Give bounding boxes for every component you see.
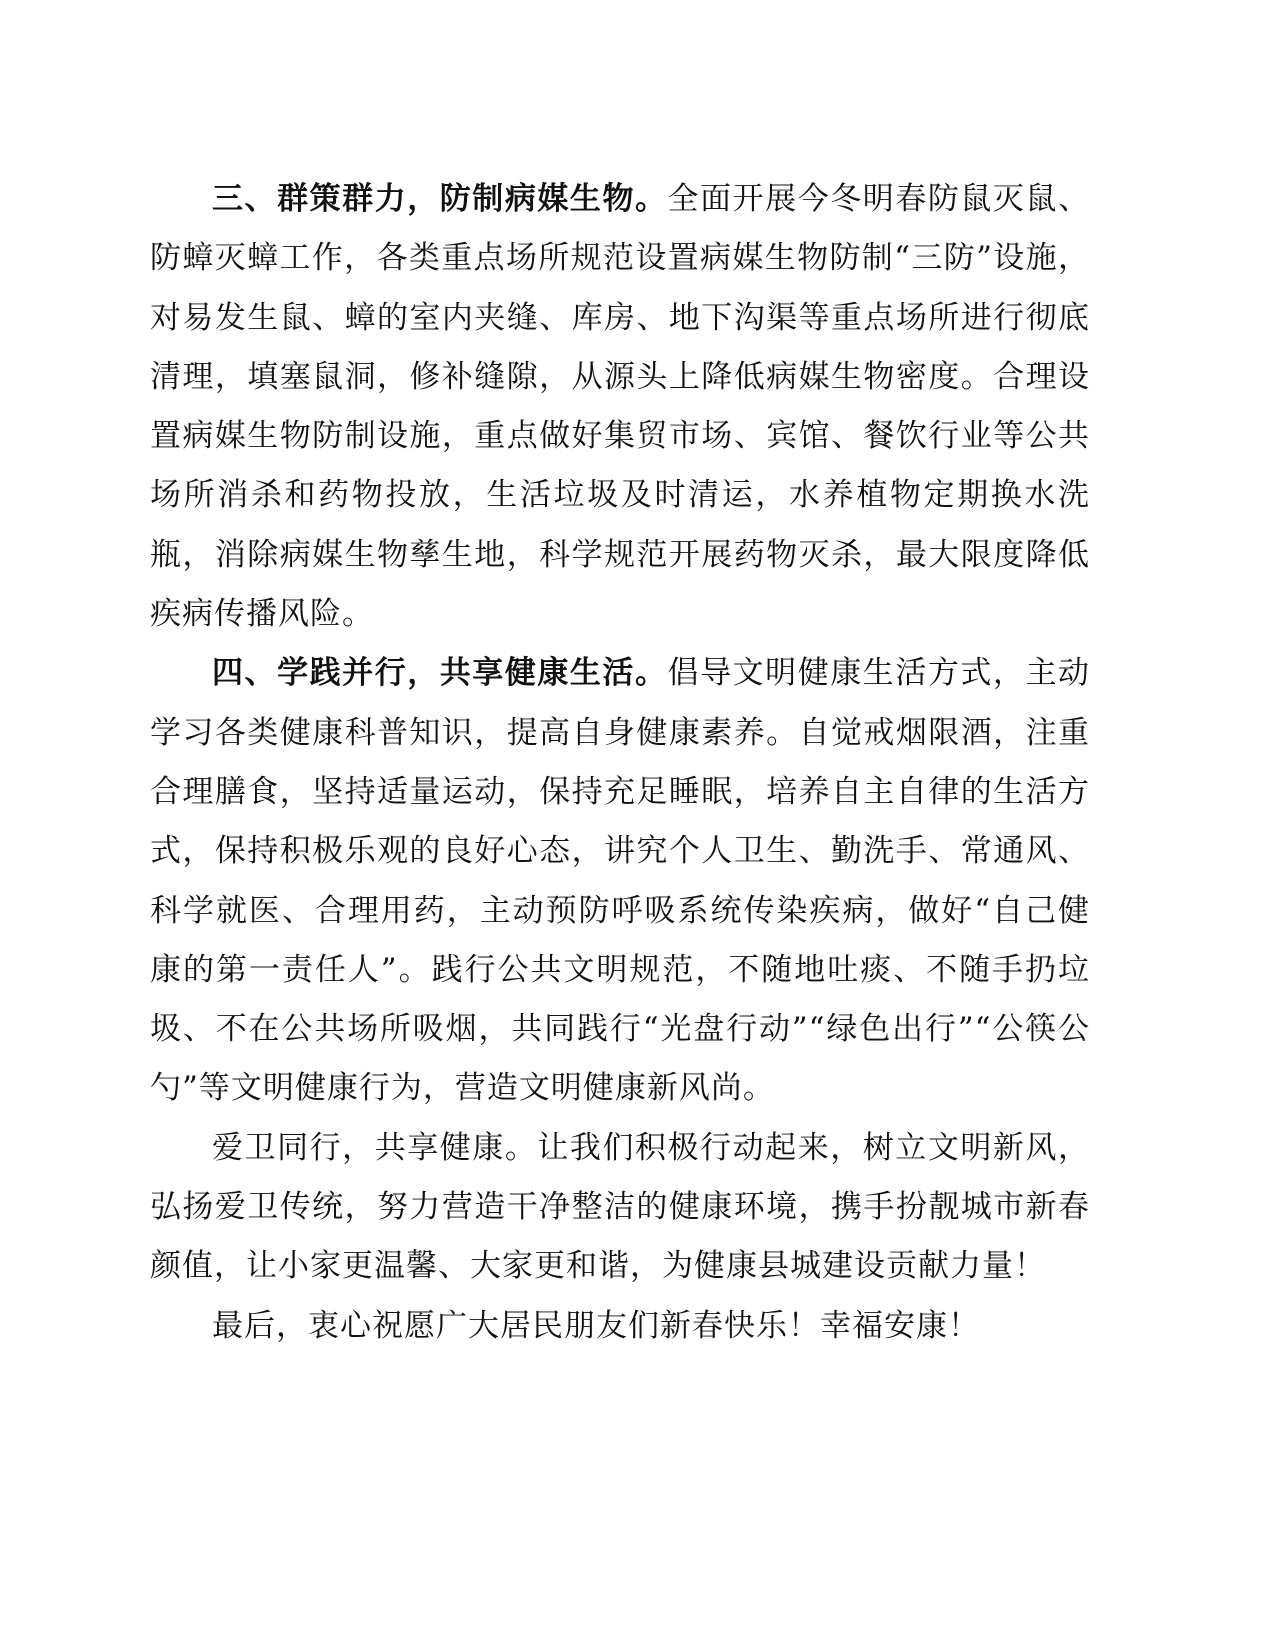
- paragraph-heading: 四、学践并行，共享健康生活。: [212, 655, 668, 692]
- paragraph-heading: 三、群策群力，防制病媒生物。: [212, 181, 668, 217]
- paragraph-body: 全面开展今冬明春防鼠灭鼠、防蟑灭蟑工作，各类重点场所规范设置病媒生物防制“三防”设施，对易发生鼠、蟑的室内夹缝、库房、地下沟渠等重点场所进行彻底清理，填塞鼠洞，修补缝隙，从源头上降低病媒生物密度。合理设置病媒生物防制设施，重点做好集贸市场、宾馆、餐饮行业等公共场所消杀和药物投放，生活垃圾及时清运，水养植物定期换水洗瓶，消除病媒生物孳生地，科学规范开展药物灭杀，最大限度降低疾病传播风险。: [150, 181, 1091, 633]
- document-page: [150, 170, 1090, 1356]
- paragraph-body: 倡导文明健康生活方式，主动学习各类健康科普知识，提高自身健康素养。自觉戒烟限酒，注重合理膳食，坚持适量运动，保持充足睡眠，培养自主自律的生活方式，保持积极乐观的良好心态，讲究个人卫生、勤洗手、常通风、科学就医、合理用药，主动预防呼吸系统传染疾病，做好“自己健康的第一责任人”。践行公共文明规范，不随地吐痰、不随手扔垃圾、不在公共场所吸烟，共同践行“光盘行动”“绿色出行”“公筷公勺”等文明健康行为，营造文明健康新风尚。: [150, 655, 1091, 1107]
- paragraph-call-to-action: [150, 1119, 1090, 1297]
- paragraph-body: 最后，衷心祝愿广大居民朋友们新春快乐！幸福安康！: [212, 1307, 980, 1344]
- paragraph-healthy-lifestyle: [150, 644, 1090, 1118]
- paragraph-body: 爱卫同行，共享健康。让我们积极行动起来，树立文明新风，弘扬爱卫传统，努力营造干净整洁的健康环境，携手扮靓城市新春颜值，让小家更温馨、大家更和谐，为健康县城建设贡献力量！: [150, 1129, 1090, 1285]
- paragraph-pest-control: [150, 170, 1090, 644]
- paragraph-closing-wishes: [150, 1297, 1090, 1356]
